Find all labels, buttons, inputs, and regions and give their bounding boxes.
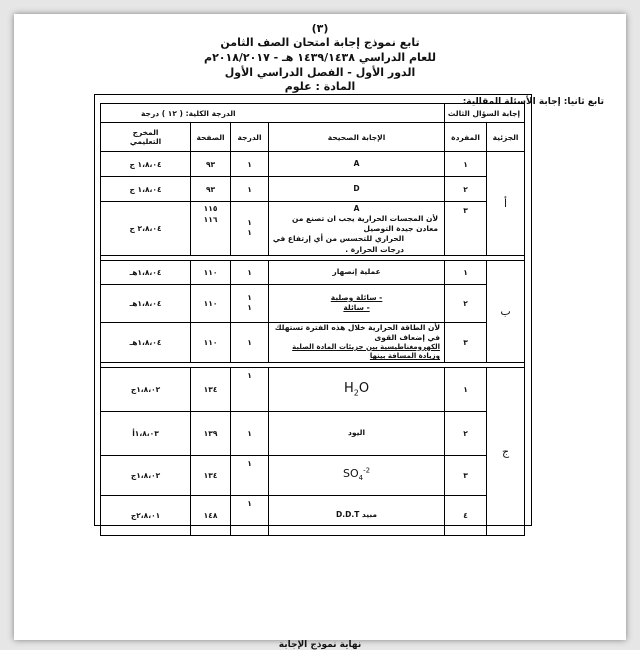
answer-cell bbox=[269, 455, 445, 495]
table-row bbox=[101, 322, 525, 362]
answer-text: لأن الطاقة الحرارية خلال هذه الفترة تستهلك في إضعاف القوى bbox=[274, 322, 441, 342]
answer-cell bbox=[269, 495, 445, 535]
section-label-c: ج bbox=[487, 367, 525, 535]
answer-cell bbox=[269, 322, 445, 362]
item-cell: ١ bbox=[445, 152, 487, 177]
grade-cell bbox=[231, 202, 269, 256]
answer-text: A bbox=[353, 158, 360, 168]
grade-value: ١ bbox=[247, 292, 252, 302]
answer-table bbox=[100, 103, 525, 536]
table-row bbox=[101, 152, 525, 177]
table-row bbox=[101, 411, 525, 455]
answer-text: A bbox=[353, 204, 360, 213]
answer-text: لأن المجسات الحرارية يجب ان تصنع من معادن جيدة التوصيل bbox=[291, 214, 439, 234]
outcome-cell: ٢،٨،٠٤ ج bbox=[101, 202, 191, 256]
page-cell: ٩٣ bbox=[191, 177, 231, 202]
grade-cell: ١ bbox=[231, 322, 269, 362]
answer-cell bbox=[269, 177, 445, 202]
total-grade: الدرجة الكلية: ( ١٢ ) درجة bbox=[101, 104, 445, 123]
grade-cell: ١ bbox=[231, 367, 269, 411]
grade-value: ١ bbox=[247, 303, 252, 313]
section-label-b: ب bbox=[487, 260, 525, 362]
col-item: المفردة bbox=[445, 123, 487, 152]
grade-cell bbox=[231, 284, 269, 322]
page-cell: ١٣٤ bbox=[191, 455, 231, 495]
grade-cell: ١ bbox=[231, 495, 269, 535]
answer-cell bbox=[269, 152, 445, 177]
item-cell: ١ bbox=[445, 260, 487, 284]
outcome-cell: ١،٨،٠٤هـ bbox=[101, 284, 191, 322]
answer-text: مبيد D.D.T bbox=[336, 510, 378, 520]
section-note: تابع ثانيا: إجابة الأسئلة المقالية: bbox=[462, 97, 604, 107]
col-outcome-line2: التعليمي bbox=[129, 137, 162, 146]
table-row bbox=[101, 202, 525, 256]
page-value: ١١٥ bbox=[203, 204, 218, 213]
table-row bbox=[101, 260, 525, 284]
doc-title: تابع نموذج إجابة امتحان الصف الثامن bbox=[220, 36, 420, 49]
page-cell: ٩٣ bbox=[191, 152, 231, 177]
table-row bbox=[101, 367, 525, 411]
grade-cell: ١ bbox=[231, 177, 269, 202]
grade-cell: ١ bbox=[231, 411, 269, 455]
grade-cell: ١ bbox=[231, 260, 269, 284]
footer-text: نهاية نموذج الإجابة bbox=[278, 640, 362, 650]
item-cell: ٣ bbox=[445, 322, 487, 362]
answer-cell bbox=[269, 367, 445, 411]
table-row bbox=[101, 455, 525, 495]
answer-text: الحراري للتحسس من أي إرتفاع في درجات الحرارة . bbox=[272, 234, 405, 254]
answer-text: عملية إنصهار bbox=[332, 267, 381, 277]
answer-text: - سائلة bbox=[343, 303, 370, 313]
outcome-cell: ١،٨،٠٣أ bbox=[101, 411, 191, 455]
col-answer: الإجابة الصحيحة bbox=[269, 123, 445, 152]
page-number: (٣) bbox=[311, 22, 329, 35]
page-cell: ١٣٤ bbox=[191, 367, 231, 411]
grade-value: ١ bbox=[247, 217, 252, 227]
subject-line: المادة : علوم bbox=[284, 80, 356, 93]
item-cell: ٤ bbox=[445, 495, 487, 535]
answer-cell bbox=[269, 411, 445, 455]
col-part: الجزئية bbox=[487, 123, 525, 152]
question-title: إجابة السؤال الثالث bbox=[445, 104, 525, 123]
answer-text: - سائلة وصلبة bbox=[330, 293, 383, 302]
table-row bbox=[101, 284, 525, 322]
grade-cell: ١ bbox=[231, 455, 269, 495]
answer-text: D bbox=[353, 183, 360, 193]
item-cell: ١ bbox=[445, 367, 487, 411]
table-row bbox=[101, 177, 525, 202]
answer-cell bbox=[269, 284, 445, 322]
col-grade: الدرجة bbox=[231, 123, 269, 152]
outcome-cell: ١،٨،٠٤هـ bbox=[101, 260, 191, 284]
page-cell bbox=[191, 202, 231, 256]
grade-value: ١ bbox=[247, 228, 252, 238]
title-row bbox=[101, 104, 525, 123]
item-cell: ٣ bbox=[445, 455, 487, 495]
col-outcome-line1: المخرج bbox=[132, 127, 159, 137]
page-cell: ١٣٩ bbox=[191, 411, 231, 455]
col-page: الصفحة bbox=[191, 123, 231, 152]
item-cell: ٢ bbox=[445, 177, 487, 202]
item-cell: ٢ bbox=[445, 411, 487, 455]
answer-cell bbox=[269, 202, 445, 256]
col-outcome bbox=[101, 123, 191, 152]
formula-h2o: $H_2O$ bbox=[343, 380, 370, 398]
item-cell: ٣ bbox=[445, 202, 487, 256]
section-label-a: أ bbox=[487, 152, 525, 256]
year-line: للعام الدراسي ١٤٣٩/١٤٣٨ هـ - ٢٠١٨/٢٠١٧م bbox=[204, 51, 436, 64]
formula-sulfate: $SO_4^{-2}$ bbox=[343, 466, 371, 483]
table-row bbox=[101, 495, 525, 535]
answer-text: اليود bbox=[348, 428, 366, 438]
page-cell: ١٤٨ bbox=[191, 495, 231, 535]
page-value: ١١٦ bbox=[203, 214, 218, 224]
term-line: الدور الأول - الفصل الدراسي الأول bbox=[224, 66, 416, 79]
grade-cell: ١ bbox=[231, 152, 269, 177]
outcome-cell: ١،٨،٠٤ ج bbox=[101, 152, 191, 177]
answer-cell bbox=[269, 260, 445, 284]
outcome-cell: ٢،٨،٠١ج bbox=[101, 495, 191, 535]
page-cell: ١١٠ bbox=[191, 322, 231, 362]
item-cell: ٢ bbox=[445, 284, 487, 322]
answer-text: الكهرومغناطيسية بين جزيئات المادة الصلبة وزيادة المسافة بينها bbox=[292, 342, 441, 361]
outcome-cell: ١،٨،٠٤ ج bbox=[101, 177, 191, 202]
page-cell: ١١٠ bbox=[191, 284, 231, 322]
page-cell: ١١٠ bbox=[191, 260, 231, 284]
outcome-cell: ١،٨،٠٢ج bbox=[101, 367, 191, 411]
column-header-row bbox=[101, 123, 525, 152]
outcome-cell: ١،٨،٠٤هـ bbox=[101, 322, 191, 362]
outcome-cell: ١،٨،٠٢ج bbox=[101, 455, 191, 495]
